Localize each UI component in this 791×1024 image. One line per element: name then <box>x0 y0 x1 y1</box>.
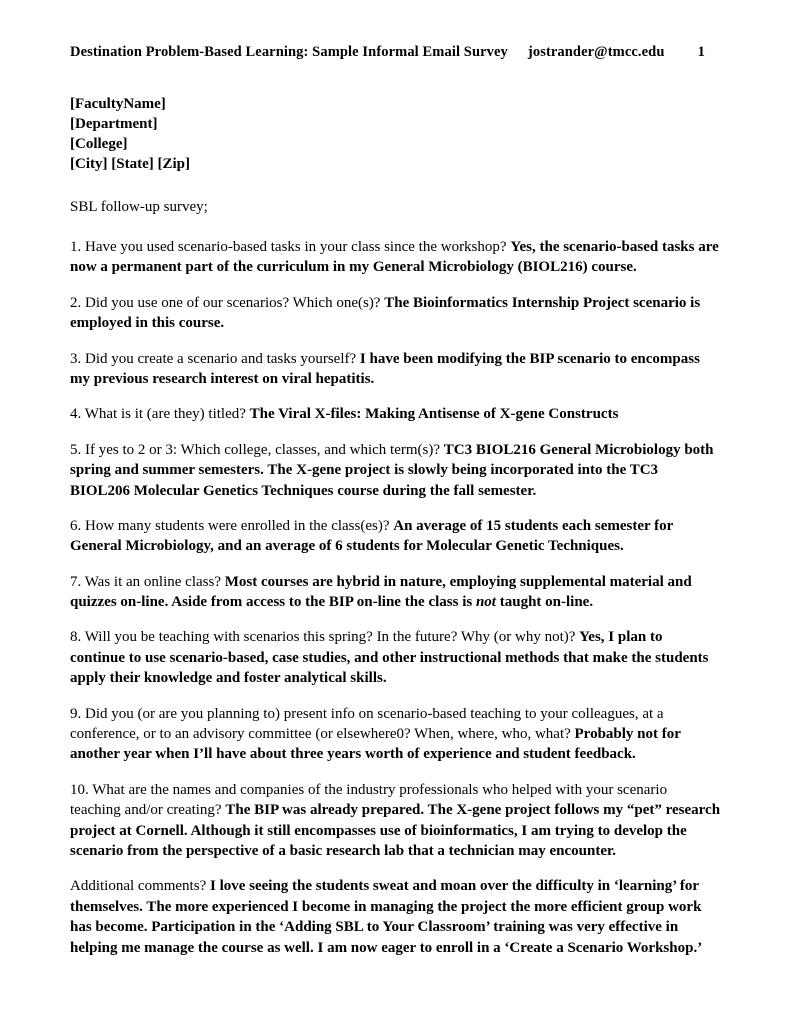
address-line-college: [College] <box>70 135 128 152</box>
question-text: 5. If yes to 2 or 3: Which college, classes, and which term(s)? <box>70 441 444 458</box>
survey-item-10 <box>70 780 721 862</box>
survey-item-3 <box>70 349 721 390</box>
answer-text: Yes, I plan to continue to use scenario-based, case studies, and other instructional methods that make the students apply their knowledge and foster analytical skills. <box>70 629 709 687</box>
survey-intro: SBL follow-up survey; <box>70 198 208 215</box>
survey-item-9 <box>70 704 721 765</box>
survey-item-5 <box>70 440 721 501</box>
question-text: Additional comments? <box>70 878 210 895</box>
page-header <box>70 44 721 61</box>
survey-item-6 <box>70 516 721 557</box>
page-number: 1 <box>697 44 705 60</box>
survey-item-8 <box>70 627 721 688</box>
survey-item-1 <box>70 237 721 278</box>
question-text: 9. Did you (or are you planning to) present info on scenario-based teaching to your colleagues, at a conference, or to an advisory committee (or elsewhere0? When, where, who, what? <box>70 705 664 743</box>
answer-text: Yes, the scenario-based tasks are now a permanent part of the curriculum in my General Microbiology (BIOL216) course. <box>70 239 719 276</box>
answer-text: TC3 BIOL216 General Microbiology both spring and summer semesters. The X-gene project is slowly being incorporated into the TC3 BIOL206 Molecular Genetics Techniques course during the fall semester. <box>70 441 714 499</box>
answer-text: Probably not for another year when I’ll have about three years worth of experience and student feedback. <box>70 726 681 763</box>
address-line-department: [Department] <box>70 115 158 132</box>
answer-text: The Bioinformatics Internship Project scenario is employed in this course. <box>70 294 701 332</box>
answer-text-post: taught on-line. <box>495 594 594 611</box>
header-title: Destination Problem-Based Learning: Sample Informal Email Survey <box>70 44 508 60</box>
address-block <box>70 95 721 175</box>
question-text: 3. Did you create a scenario and tasks yourself? <box>70 350 360 367</box>
survey-item-additional-comments <box>70 876 721 958</box>
survey-item-4 <box>70 404 721 424</box>
question-text: 2. Did you use one of our scenarios? Which one(s)? <box>70 294 385 311</box>
answer-text: An average of 15 students each semester for General Microbiology, and an average of 6 students for Molecular Genetic Techniques. <box>70 517 674 555</box>
question-text: 6. How many students were enrolled in the class(es)? <box>70 517 394 534</box>
answer-text: I have been modifying the BIP scenario to encompass my previous research interest on viral hepatitis. <box>70 350 700 387</box>
question-text: 4. What is it (are they) titled? <box>70 406 250 423</box>
question-text: 10. What are the names and companies of the industry professionals who helped with your scenario teaching and/or creating? <box>70 781 668 819</box>
answer-text-emphasis: not <box>475 594 496 611</box>
answer-text: I love seeing the students sweat and moan over the difficulty in ‘learning’ for themselves. The more experienced I become in managing the project the more efficient group work has become. Participation in the ‘Adding SBL to Your Classroom’ training was very effective in helping me manage the course as well. I am now eager to enroll in a ‘Create a Scenario Workshop.’ <box>70 878 703 956</box>
survey-item-7 <box>70 572 721 613</box>
question-text: 8. Will you be teaching with scenarios this spring? In the future? Why (or why not)? <box>70 629 580 646</box>
survey-item-2 <box>70 293 721 334</box>
question-text: 7. Was it an online class? <box>70 573 225 590</box>
address-line-city-state-zip: [City] [State] [Zip] <box>70 155 190 172</box>
header-email: jostrander@tmcc.edu <box>527 44 665 60</box>
address-line-faculty: [FacultyName] <box>70 96 166 112</box>
answer-text: The BIP was already prepared. The X-gene project follows my “pet” research project at Cornell. Although it still encompasses use of bioinformatics, I am trying to develop the scenario from the perspective of a basic research lab that a technician may encounter. <box>70 802 721 859</box>
answer-text: The Viral X-files: Making Antisense of X-gene Constructs <box>249 406 619 423</box>
question-text: 1. Have you used scenario-based tasks in your class since the workshop? <box>70 239 511 255</box>
answer-text-pre: Most courses are hybrid in nature, employing supplemental material and quizzes on-line. Aside from access to the BIP on-line the class is <box>70 573 692 611</box>
